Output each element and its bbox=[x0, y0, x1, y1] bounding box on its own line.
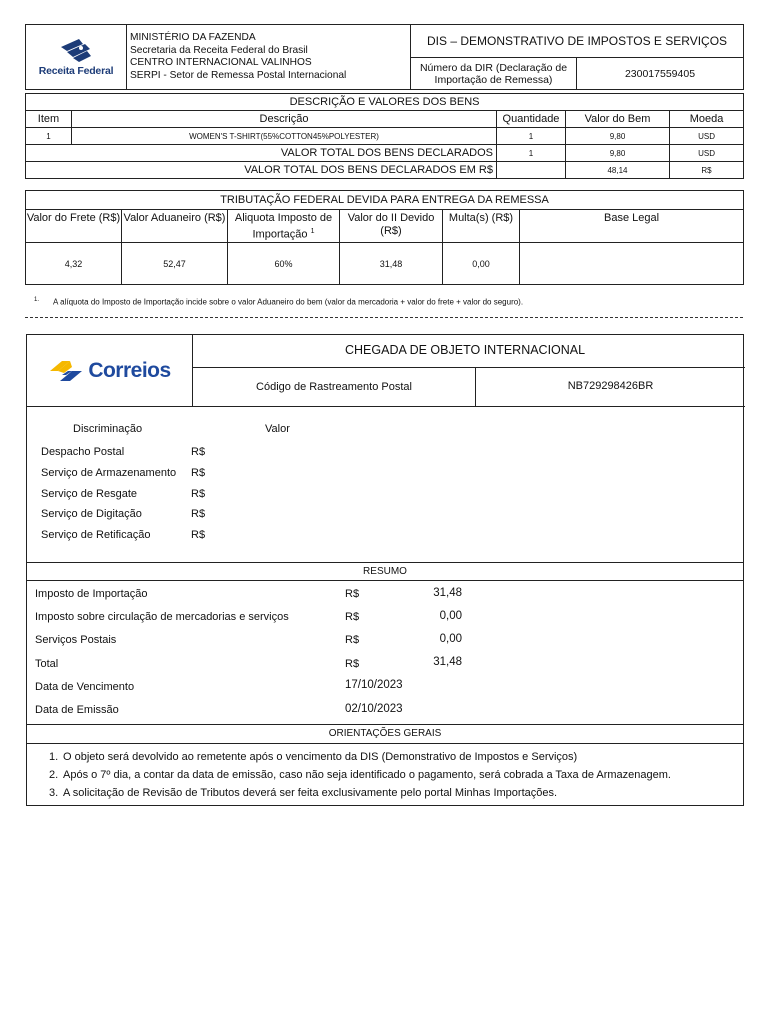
col-tax-rate bbox=[228, 210, 340, 243]
dir-number-label: Número da DIR (Declaração de Importação de Remessa) bbox=[411, 58, 577, 90]
service-despacho-postal: Despacho Postal bbox=[41, 446, 125, 458]
dis-title: DIS – DEMONSTRATIVO DE IMPOSTOS E SERVIÇOS bbox=[411, 25, 744, 58]
footnote bbox=[34, 297, 523, 307]
total-declared-quantity: 1 bbox=[497, 145, 566, 162]
valor-header: Valor bbox=[265, 423, 290, 435]
table-row bbox=[26, 243, 744, 285]
service-currency: R$ bbox=[191, 467, 206, 479]
list-item-number: 2. bbox=[49, 769, 59, 781]
footnote-mark: 1. bbox=[34, 297, 40, 303]
issue-date-label: Data de Emissão bbox=[35, 704, 119, 716]
item-description: WOMEN'S T-SHIRT(55%COTTON45%POLYESTER) bbox=[72, 128, 497, 145]
col-description: Descrição bbox=[72, 111, 497, 128]
correios-notice bbox=[26, 334, 744, 806]
organization-block bbox=[127, 25, 411, 90]
total-declared-currency: USD bbox=[670, 145, 744, 162]
goods-header-row bbox=[26, 111, 744, 128]
tax-section-title: TRIBUTAÇÃO FEDERAL DEVIDA PARA ENTREGA DA REMESSA bbox=[26, 191, 744, 210]
fines-value: 0,00 bbox=[443, 243, 520, 285]
resumo-icms-value: 0,00 bbox=[439, 610, 462, 622]
orientacoes-section-title: ORIENTAÇÕES GERAIS bbox=[27, 724, 743, 744]
service-currency: R$ bbox=[191, 508, 206, 520]
item-number: 1 bbox=[26, 128, 72, 145]
total-declared-brl-label: VALOR TOTAL DOS BENS DECLARADOS EM R$ bbox=[26, 162, 497, 179]
issue-date-value: 02/10/2023 bbox=[345, 703, 403, 715]
org-line-ministry: MINISTÉRIO DA FAZENDA bbox=[130, 32, 256, 43]
resumo-postal-services-label: Serviços Postais bbox=[35, 634, 117, 646]
resumo-section-title: RESUMO bbox=[27, 562, 743, 581]
total-declared-label: VALOR TOTAL DOS BENS DECLARADOS bbox=[26, 145, 497, 162]
customs-value: 52,47 bbox=[122, 243, 228, 285]
document-header bbox=[25, 24, 744, 90]
footnote-ref: 1 bbox=[310, 228, 315, 235]
correios-logo bbox=[27, 335, 193, 407]
receita-federal-logo bbox=[26, 25, 127, 90]
goods-table bbox=[25, 93, 744, 179]
org-line-sector: SERPI - Setor de Remessa Postal Internacional bbox=[130, 69, 347, 81]
dir-number-value: 230017559405 bbox=[577, 58, 744, 90]
org-line-center: CENTRO INTERNACIONAL VALINHOS bbox=[130, 57, 312, 68]
discriminacao-header: Discriminação bbox=[73, 423, 143, 435]
tracking-code-value: NB729298426BR bbox=[476, 368, 745, 407]
resumo-import-tax-currency: R$ bbox=[345, 588, 360, 600]
resumo-import-tax-label: Imposto de Importação bbox=[35, 588, 148, 600]
resumo-total-currency: R$ bbox=[345, 658, 360, 670]
col-currency: Moeda bbox=[670, 111, 744, 128]
service-currency: R$ bbox=[191, 488, 206, 500]
total-declared-brl-currency: R$ bbox=[670, 162, 744, 179]
list-item bbox=[49, 751, 578, 763]
col-fines: Multa(s) (R$) bbox=[443, 210, 520, 243]
resumo-postal-services-currency: R$ bbox=[345, 634, 360, 646]
col-tax-due: Valor do II Devido (R$) bbox=[340, 210, 443, 243]
due-date-label: Data de Vencimento bbox=[35, 681, 135, 693]
correios-emblem-icon bbox=[48, 357, 84, 385]
item-currency: USD bbox=[670, 128, 744, 145]
list-item-text: A solicitação de Revisão de Tributos deverá ser feita exclusivamente pelo portal Minhas Importações. bbox=[63, 787, 558, 799]
total-declared-brl-quantity bbox=[497, 162, 566, 179]
tax-table bbox=[25, 190, 744, 285]
col-legal-basis: Base Legal bbox=[520, 210, 744, 243]
col-tax-rate-label: Aliquota Imposto de Importação bbox=[234, 212, 333, 241]
footnote-text: A alíquota do Imposto de Importação incide sobre o valor Aduaneiro do bem (valor da mercadoria + valor do frete + valor do seguro). bbox=[53, 297, 524, 307]
receita-federal-emblem-icon bbox=[57, 37, 95, 63]
total-declared-brl-row bbox=[26, 162, 744, 179]
service-currency: R$ bbox=[191, 529, 206, 541]
list-item-text: Após o 7º dia, a contar da data de emissão, caso não seja identificado o pagamento, será cobrada a Taxa de Armazenagem. bbox=[63, 769, 671, 781]
cut-line-divider bbox=[25, 317, 743, 318]
item-quantity: 1 bbox=[497, 128, 566, 145]
col-quantity: Quantidade bbox=[497, 111, 566, 128]
total-declared-value: 9,80 bbox=[566, 145, 670, 162]
resumo-total-value: 31,48 bbox=[433, 656, 462, 668]
service-digitacao: Serviço de Digitação bbox=[41, 508, 142, 520]
receita-federal-logo-text: Receita Federal bbox=[38, 65, 114, 77]
resumo-postal-services-value: 0,00 bbox=[439, 633, 462, 645]
tracking-code-label: Código de Rastreamento Postal bbox=[193, 368, 476, 407]
freight-value: 4,32 bbox=[26, 243, 122, 285]
due-date-value: 17/10/2023 bbox=[345, 679, 403, 691]
tax-rate-value: 60% bbox=[228, 243, 340, 285]
list-item-number: 3. bbox=[49, 787, 59, 799]
service-retificacao: Serviço de Retificação bbox=[41, 529, 151, 541]
list-item-text: O objeto será devolvido ao remetente após o vencimento da DIS (Demonstrativo de Impostos e Serviços) bbox=[63, 751, 578, 763]
service-resgate: Serviço de Resgate bbox=[41, 488, 137, 500]
table-row bbox=[26, 128, 744, 145]
col-item: Item bbox=[26, 111, 72, 128]
resumo-icms-currency: R$ bbox=[345, 611, 360, 623]
resumo-total-label: Total bbox=[35, 658, 59, 670]
list-item bbox=[49, 769, 671, 781]
tax-due-value: 31,48 bbox=[340, 243, 443, 285]
correios-logo-text: Correios bbox=[88, 358, 171, 382]
org-line-secretariat: Secretaria da Receita Federal do Brasil bbox=[130, 44, 308, 56]
total-declared-brl-value: 48,14 bbox=[566, 162, 670, 179]
legal-basis-value bbox=[520, 243, 744, 285]
col-customs-value: Valor Aduaneiro (R$) bbox=[122, 210, 228, 243]
col-value: Valor do Bem bbox=[566, 111, 670, 128]
correios-title: CHEGADA DE OBJETO INTERNACIONAL bbox=[193, 335, 745, 368]
col-freight: Valor do Frete (R$) bbox=[26, 210, 122, 243]
service-currency: R$ bbox=[191, 446, 206, 458]
service-armazenamento: Serviço de Armazenamento bbox=[41, 467, 177, 479]
tax-header-row bbox=[26, 210, 744, 243]
total-declared-row bbox=[26, 145, 744, 162]
resumo-import-tax-value: 31,48 bbox=[433, 587, 462, 599]
list-item bbox=[49, 787, 558, 799]
item-value: 9,80 bbox=[566, 128, 670, 145]
list-item-number: 1. bbox=[49, 751, 59, 763]
resumo-icms-label: Imposto sobre circulação de mercadorias e serviços bbox=[35, 611, 289, 623]
goods-section-title: DESCRIÇÃO E VALORES DOS BENS bbox=[26, 94, 744, 111]
